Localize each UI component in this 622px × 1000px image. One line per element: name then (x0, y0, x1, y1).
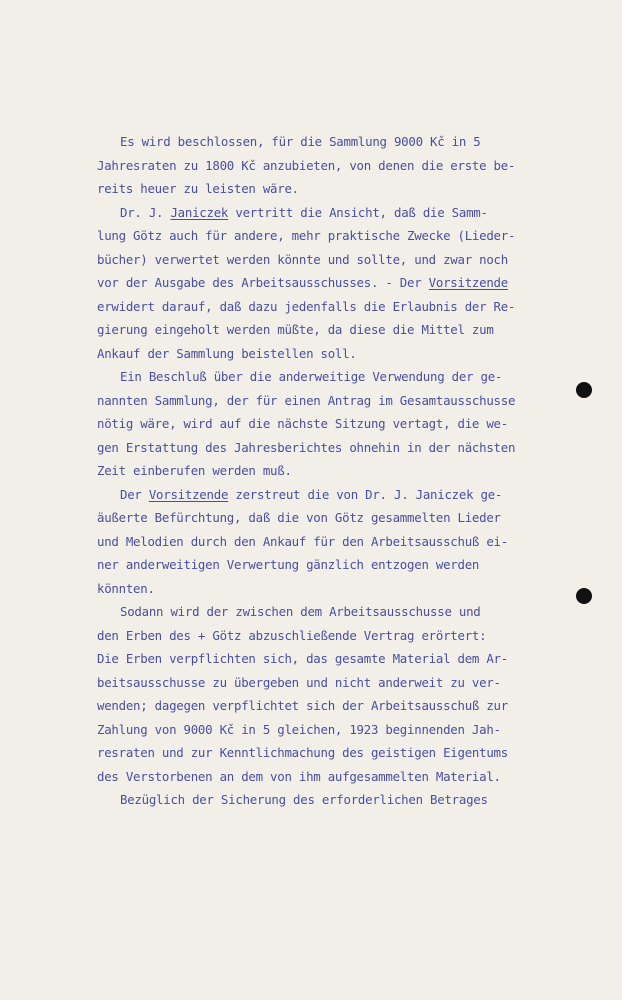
text-line (97, 553, 537, 577)
text-line (97, 459, 537, 483)
text-run: nötig wäre, wird auf die nächste Sitzung vertagt, die we- (97, 416, 508, 431)
text-run: lung Götz auch für andere, mehr praktische Zwecke (Lieder- (97, 228, 516, 243)
text-run: nannten Sammlung, der für einen Antrag im Gesamtausschusse (97, 392, 516, 408)
text-run: ner anderweitigen Verwertung gänzlich entzogen werden (97, 557, 480, 572)
text-line (97, 530, 537, 554)
paragraph (97, 788, 537, 812)
text-line (97, 412, 537, 436)
text-line (97, 295, 537, 319)
text-run: gen Erstattung des Jahresberichtes ohnehin in der nächsten (97, 439, 516, 455)
text-line (97, 154, 537, 178)
text-run: Ankauf der Sammlung beistellen soll. (97, 345, 357, 361)
text-line (97, 671, 537, 695)
text-run: vor der Ausgabe des Arbeitsausschusses. - Der (97, 275, 429, 290)
text-line (97, 483, 537, 507)
paragraph (97, 365, 537, 483)
text-run: den Erben des + Götz abzuschließende Vertrag erörtert: (97, 627, 487, 643)
text-line (97, 177, 537, 201)
text-run: Die Erben verpflichten sich, das gesamte Material dem Ar- (97, 651, 508, 666)
text-line (97, 624, 537, 648)
text-run: könnten. (97, 580, 155, 596)
text-line (97, 788, 537, 812)
text-line (97, 389, 537, 413)
text-line (97, 694, 537, 718)
paragraph (97, 201, 537, 366)
text-line (97, 365, 537, 389)
text-line (97, 201, 537, 225)
paragraph (97, 130, 537, 201)
text-line (97, 248, 537, 272)
text-line (97, 224, 537, 248)
text-run: Zahlung von 9000 Kč in 5 gleichen, 1923 beginnenden Jah- (97, 721, 501, 737)
punch-hole (576, 588, 592, 604)
text-run: Dr. J. (120, 204, 171, 220)
text-run: Es wird beschlossen, für die Sammlung 9000 Kč in 5 (120, 134, 481, 149)
text-run: Sodann wird der zwischen dem Arbeitsausschusse und (120, 604, 481, 619)
text-run: und Melodien durch den Ankauf für den Arbeitsausschuß ei- (97, 533, 508, 549)
text-line (97, 436, 537, 460)
text-run: beitsausschusse zu übergeben und nicht anderweit zu ver- (97, 674, 501, 690)
text-run: äußerte Befürchtung, daß die von Götz gesammelten Lieder (97, 510, 501, 525)
text-line (97, 718, 537, 742)
text-line (97, 647, 537, 671)
text-run: Jahresraten zu 1800 Kč anzubieten, von denen die erste be- (97, 157, 516, 173)
text-line (97, 765, 537, 789)
text-run: Bezüglich der Sicherung des erforderlichen Betrages (120, 792, 488, 807)
underlined-name: Janiczek (170, 204, 229, 220)
underlined-name: Vorsitzende (148, 486, 229, 502)
text-run: reits heuer zu leisten wäre. (97, 181, 299, 196)
text-run: vertritt die Ansicht, daß die Samm- (228, 204, 488, 220)
paragraph (97, 483, 537, 601)
paragraph (97, 600, 537, 788)
underlined-name: Vorsitzende (428, 275, 508, 290)
text-line (97, 741, 537, 765)
text-run: resraten und zur Kenntlichmachung des geistigen Eigentums (97, 745, 508, 760)
text-run: erwidert darauf, daß dazu jedenfalls die Erlaubnis der Re- (97, 298, 516, 314)
text-run: des Verstorbenen an dem von ihm aufgesammelten Material. (97, 768, 501, 784)
text-run: Der (120, 486, 149, 502)
text-line (97, 271, 537, 295)
typed-text-body (97, 130, 537, 812)
text-line (97, 577, 537, 601)
text-line (97, 506, 537, 530)
text-run: gierung eingeholt werden müßte, da diese die Mittel zum (97, 322, 494, 337)
text-line (97, 600, 537, 624)
text-run: Ein Beschluß über die anderweitige Verwendung der ge- (120, 369, 503, 384)
punch-hole (576, 382, 592, 398)
text-run: wenden; dagegen verpflichtet sich der Arbeitsausschuß zur (97, 698, 508, 713)
text-run: zerstreut die von Dr. J. Janiczek ge- (228, 486, 503, 502)
text-line (97, 130, 537, 154)
text-run: Zeit einberufen werden muß. (97, 463, 292, 478)
text-run: bücher) verwertet werden könnte und sollte, und zwar noch (97, 251, 508, 267)
text-line (97, 318, 537, 342)
text-line (97, 342, 537, 366)
